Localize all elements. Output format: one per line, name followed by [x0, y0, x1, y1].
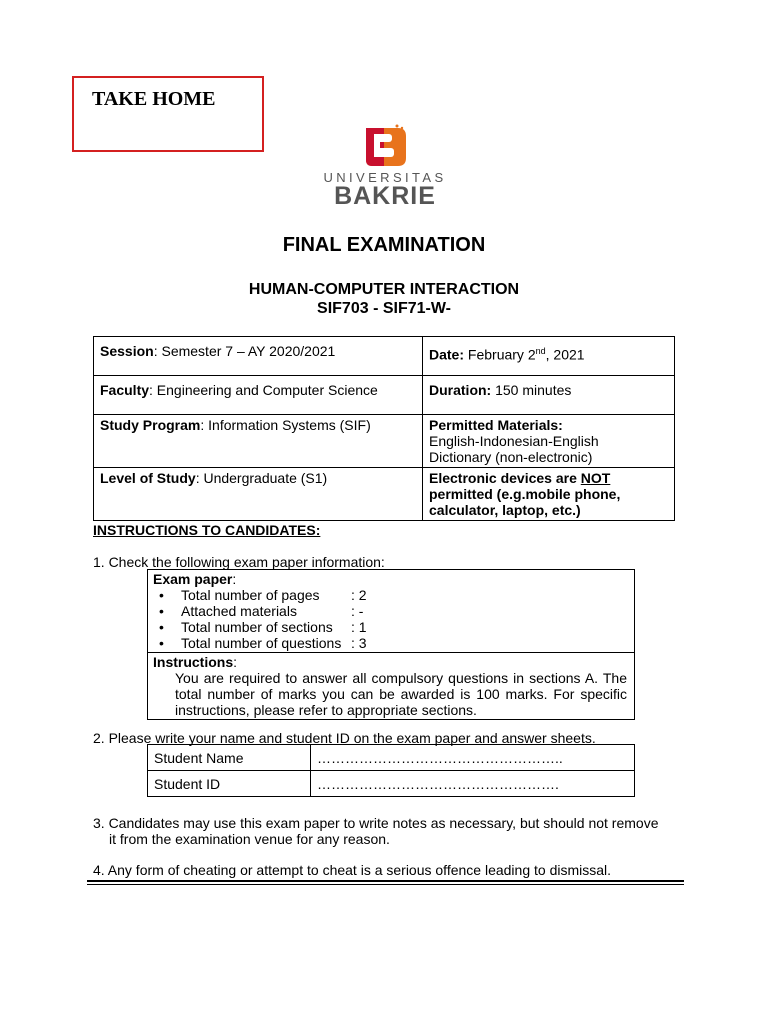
student-id-label: Student ID — [148, 771, 311, 797]
student-id-field[interactable]: ……………………………………………. — [311, 771, 635, 797]
instructions-text: You are required to answer all compulsory questions in sections A. The total number of marks you can be awarded is 100 marks. For specific instructions, please refer to appropriate sections. — [175, 670, 627, 718]
course-code: SIF703 - SIF71-W- — [317, 300, 451, 317]
faculty-value: : Engineering and Computer Science — [149, 382, 378, 398]
table-row — [148, 653, 635, 720]
date-cell — [423, 337, 675, 376]
table-row — [94, 468, 675, 521]
table-row — [148, 570, 635, 653]
instruction-item-4: 4. Any form of cheating or attempt to cheat is a serious offence leading to dismissal. — [93, 862, 612, 878]
faculty-cell — [94, 376, 423, 415]
course-name: HUMAN-COMPUTER INTERACTION — [248, 281, 520, 298]
table-row — [148, 771, 635, 797]
divider — [87, 880, 684, 882]
table-row — [94, 337, 675, 376]
duration-value: 150 minutes — [491, 382, 572, 398]
table-row — [148, 745, 635, 771]
date-year: , 2021 — [545, 346, 585, 363]
student-name-label: Student Name — [148, 745, 311, 771]
instruction-item-1: 1. Check the following exam paper information: — [93, 554, 385, 570]
date-suffix: nd — [535, 346, 546, 356]
level-label: Level of Study — [100, 470, 196, 486]
session-value: : Semester 7 – AY 2020/2021 — [153, 343, 336, 359]
duration-cell — [423, 376, 675, 415]
exam-title: FINAL EXAMINATION — [282, 234, 486, 256]
materials-line1: English-Indonesian-English — [429, 433, 599, 449]
item3-line1: 3. Candidates may use this exam paper to write notes as necessary, but should not remove — [93, 815, 659, 831]
list-item: • Attached materials : - — [181, 603, 629, 619]
session-cell — [94, 337, 423, 376]
session-label: Session — [100, 343, 154, 359]
student-info-table — [147, 744, 635, 797]
devices-cell — [423, 468, 675, 521]
exam-paper-cell — [148, 570, 635, 653]
instruction-item-3 — [93, 815, 683, 847]
materials-cell — [423, 415, 675, 468]
level-value: : Undergraduate (S1) — [195, 470, 328, 486]
university-logo — [318, 124, 454, 208]
faculty-label: Faculty — [100, 382, 150, 398]
item3-line2: it from the examination venue for any reason. — [109, 831, 390, 847]
logo-name-text: BAKRIE — [334, 182, 436, 210]
exam-paper-colon: : — [232, 571, 237, 587]
materials-label: Permitted Materials: — [429, 417, 563, 433]
exam-paper-list — [153, 587, 629, 651]
table-row — [94, 376, 675, 415]
list-item: • Total number of pages : 2 — [181, 587, 629, 603]
divider — [87, 884, 684, 885]
level-cell — [94, 468, 423, 521]
date-label: Date: — [429, 346, 465, 363]
instruction-item-2: 2. Please write your name and student ID on the exam paper and answer sheets. — [93, 730, 596, 746]
date-value: February 2 — [464, 346, 536, 363]
program-value: : Information Systems (SIF) — [200, 417, 371, 433]
program-cell — [94, 415, 423, 468]
exam-info-table — [93, 336, 675, 521]
bakrie-logo-icon — [364, 124, 408, 168]
instructions-label: Instructions — [153, 654, 234, 670]
instructions-colon: : — [233, 654, 238, 670]
duration-label: Duration: — [429, 382, 492, 398]
devices-not: NOT — [580, 470, 611, 486]
list-item: • Total number of questions : 3 — [181, 635, 629, 651]
exam-paper-label: Exam paper — [153, 571, 233, 587]
instructions-heading: INSTRUCTIONS TO CANDIDATES: — [93, 522, 321, 538]
list-item: • Total number of sections : 1 — [181, 619, 629, 635]
logo-university-text: UNIVERSITAS — [323, 170, 447, 185]
devices-post: permitted (e.g.mobile phone, calculator, laptop, etc.) — [429, 486, 621, 518]
devices-pre: Electronic devices are — [429, 470, 581, 486]
exam-paper-box — [147, 569, 635, 720]
instructions-cell — [148, 653, 635, 720]
take-home-label: TAKE HOME — [92, 88, 216, 110]
materials-line2: Dictionary (non-electronic) — [429, 449, 593, 465]
program-label: Study Program — [100, 417, 201, 433]
student-name-field[interactable]: …………………………………………….. — [311, 745, 635, 771]
table-row — [94, 415, 675, 468]
